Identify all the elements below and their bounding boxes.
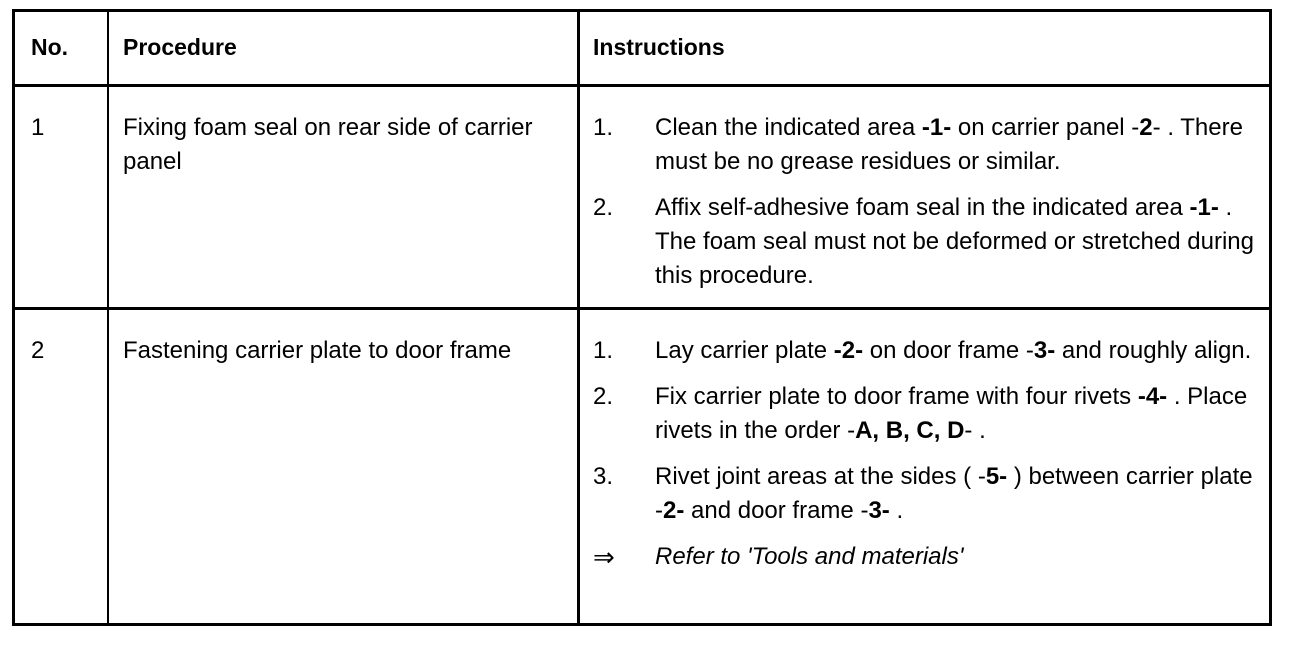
row-procedure: Fixing foam seal on rear side of carrier panel xyxy=(123,114,533,175)
reference-callout: 2- xyxy=(663,497,685,524)
text-run: and door frame - xyxy=(684,497,869,524)
instruction-step xyxy=(593,460,1265,528)
arrow-icon: ⇒ xyxy=(593,542,615,572)
table-row xyxy=(15,310,1269,623)
text-run: . Place rivets in the order - xyxy=(655,383,1248,444)
reference-callout: 2 xyxy=(1139,114,1153,141)
reference-callout: 3- xyxy=(1033,337,1056,364)
step-number: 1. xyxy=(593,337,614,364)
column-divider xyxy=(107,12,109,84)
step-number: 1. xyxy=(593,114,614,141)
reference-callout: 5- xyxy=(985,463,1008,490)
reference-callout: 3- xyxy=(868,497,890,524)
row-procedure: Fastening carrier plate to door frame xyxy=(123,337,512,364)
instruction-step xyxy=(593,380,1265,448)
text-run: Refer to 'Tools and materials' xyxy=(655,543,964,570)
table-header-row xyxy=(15,12,1269,87)
column-divider xyxy=(107,310,109,623)
instruction-step xyxy=(593,191,1265,293)
header-no: No. xyxy=(31,34,69,60)
step-text xyxy=(655,337,1251,364)
text-run: Rivet joint areas at the sides ( - xyxy=(655,463,986,490)
step-number: 3. xyxy=(593,463,614,490)
row-instructions xyxy=(593,111,1265,305)
step-text xyxy=(655,194,1254,289)
row-number: 2 xyxy=(31,337,45,364)
text-run: on door frame - xyxy=(863,337,1034,364)
reference-callout: A, B, C, D xyxy=(855,417,965,444)
step-number: 2. xyxy=(593,383,614,410)
step-text xyxy=(655,543,963,570)
reference-callout: -1- xyxy=(921,114,952,141)
text-run: - . xyxy=(964,417,986,444)
text-run: and roughly align. xyxy=(1055,337,1252,364)
text-run: Fix carrier plate to door frame with four rivets xyxy=(655,383,1138,410)
step-text xyxy=(655,463,1253,524)
row-instructions xyxy=(593,334,1265,586)
column-divider xyxy=(577,12,580,84)
reference-note xyxy=(593,540,1265,574)
text-run: . xyxy=(889,497,904,524)
reference-callout: -1- xyxy=(1189,194,1219,221)
text-run: ) between carrier plate - xyxy=(655,463,1253,524)
header-procedure: Procedure xyxy=(123,34,237,60)
text-run: . The foam seal must not be deformed or stretched during this procedure. xyxy=(655,194,1254,289)
step-number: 2. xyxy=(593,194,614,221)
column-divider xyxy=(577,87,580,307)
step-text xyxy=(655,114,1243,175)
text-run: - . There must be no grease residues or similar. xyxy=(655,114,1243,175)
text-run: Clean the indicated area xyxy=(655,114,922,141)
step-text xyxy=(655,383,1247,444)
reference-callout: -4- xyxy=(1137,383,1168,410)
header-instructions: Instructions xyxy=(593,34,725,60)
reference-callout: -2- xyxy=(833,337,864,364)
table-row xyxy=(15,87,1269,310)
instruction-step xyxy=(593,334,1265,368)
text-run: on carrier panel - xyxy=(951,114,1140,141)
procedure-table xyxy=(12,9,1272,626)
row-number: 1 xyxy=(31,114,45,141)
instruction-step xyxy=(593,111,1265,179)
text-run: Lay carrier plate xyxy=(655,337,834,364)
column-divider xyxy=(107,87,109,307)
column-divider xyxy=(577,310,580,623)
text-run: Affix self-adhesive foam seal in the indicated area xyxy=(655,194,1190,221)
